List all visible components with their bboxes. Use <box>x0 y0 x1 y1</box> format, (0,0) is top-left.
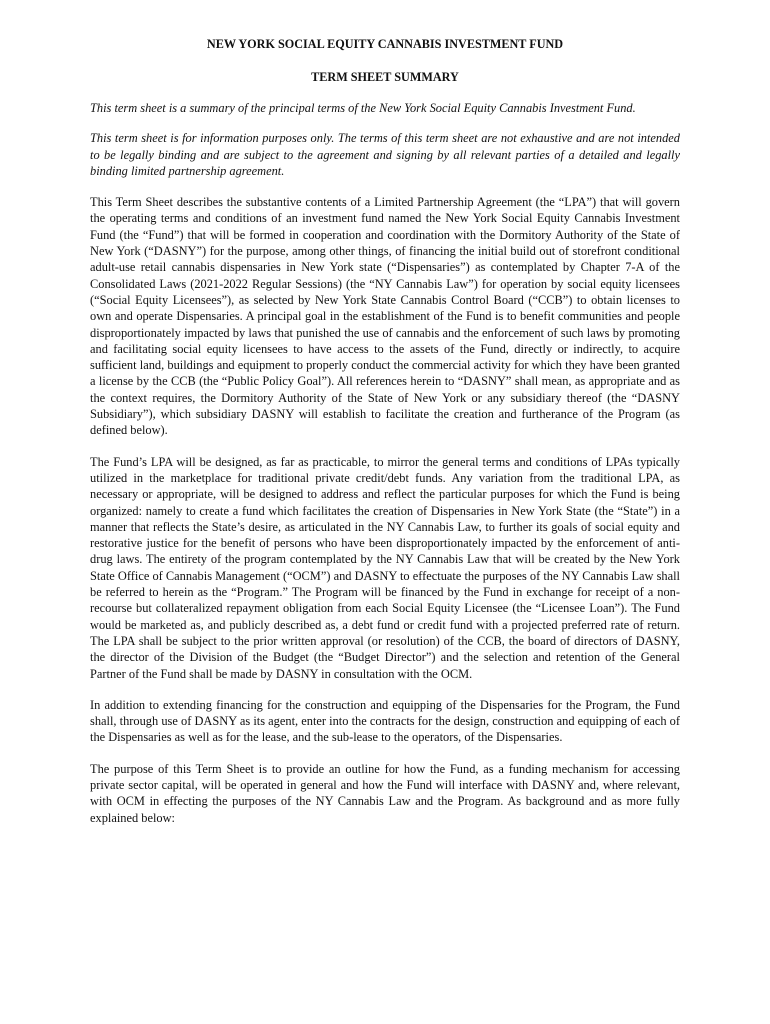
body-paragraph-financing: In addition to extending financing for the construction and equipping of the Dispensaries for the Program, the Fund shall, through use of DASNY as its agent, enter into the contracts for the design, construction and equipping of each of the Dispensaries as well as for the lease, and the sub-lease to the operators, of the Dispensaries. <box>90 697 680 745</box>
summary-paragraph: This term sheet is a summary of the principal terms of the New York Social Equity Cannabis Investment Fund. <box>90 101 636 115</box>
body-paragraph-lpa-description: This Term Sheet describes the substantive contents of a Limited Partnership Agreement (the “LPA”) that will govern the operating terms and conditions of an investment fund named the New York Social Equity Cannabis Investment Fund (the “Fund”) that will be formed in cooperation and coordination with the Dormitory Authority of the State of New York (“DASNY”) for the purpose, among other things, of financing the initial build out of storefront conditional adult-use retail cannabis dispensaries in New York state (“Dispensaries”) as contemplated by Chapter 7-A of the Consolidated Laws (2021-2022 Regular Sessions) (the “NY Cannabis Law”) for operation by social equity licensees (“Social Equity Licensees”), as selected by New York State Cannabis Control Board (“CCB”) to obtain licenses to own and operate Dispensaries. A principal goal in the establishment of the Fund is to benefit communities and people disproportionately impacted by laws that punished the use of cannabis and the enforcement of such laws by promoting and facilitating social equity licensees to have access to the assets of the Fund, directly or indirectly, to acquire sufficient land, buildings and equipment to properly conduct the commercial activity for which they have been granted a license by the CCB (the “Public Policy Goal”). All references herein to “DASNY” shall mean, as appropriate and as the context requires, the Dormitory Authority of the State of New York or any subsidiary thereof (the “DASNY Subsidiary”), which subsidiary DASNY will establish to facilitate the creation and furtherance of the Program (as defined below). <box>90 195 680 438</box>
document-subtitle: TERM SHEET SUMMARY <box>311 70 459 84</box>
document-title: NEW YORK SOCIAL EQUITY CANNABIS INVESTMENT FUND <box>206 37 564 51</box>
document-body <box>90 36 680 826</box>
body-paragraph-purpose: The purpose of this Term Sheet is to provide an outline for how the Fund, as a funding mechanism for accessing private sector capital, will be operated in general and how the Fund will interface with DASNY and, where relevant, with OCM in effecting the purposes of the NY Cannabis Law and the Program. As background and as more fully explained below: <box>90 761 680 825</box>
body-paragraph-fund-design: The Fund’s LPA will be designed, as far as practicable, to mirror the general terms and conditions of LPAs typically utilized in the marketplace for traditional private credit/debt funds. Any variation from the traditional LPA, as necessary or appropriate, will be designed to address and reflect the particular purposes for which the Fund is being organized: namely to create a fund which facilitates the creation of Dispensaries in New York State (the “State”) in a manner that reflects the State’s desire, as articulated in the NY Cannabis Law, to further its goals of social equity and restorative justice for the benefit of persons who have been disproportionately impacted by the enforcement of anti-drug laws. The entirety of the program contemplated by the NY Cannabis Law that will be created by the New York State Office of Cannabis Management (“OCM”) and DASNY to effectuate the purposes of the NY Cannabis Law shall be referred to herein as the “Program.” The Program will be financed by the Fund in exchange for receipt of a non-recourse but collateralized repayment obligation from each Social Equity Licensee (the “Licensee Loan”). The Fund would be marketed as, and publicly described as, a debt fund or credit fund with a projected preferred rate of return. The LPA shall be subject to the prior written approval (or resolution) of the CCB, the board of directors of DASNY, the director of the Division of the Budget (the “Budget Director”) and the selection and retention of the General Partner of the Fund shall be made by DASNY in consultation with the OCM. <box>90 454 680 681</box>
disclaimer-paragraph: This term sheet is for information purposes only. The terms of this term sheet are not exhaustive and are not intended to be legally binding and are subject to the agreement and signing by all relevant parties of a detailed and legally binding limited partnership agreement. <box>90 131 680 178</box>
